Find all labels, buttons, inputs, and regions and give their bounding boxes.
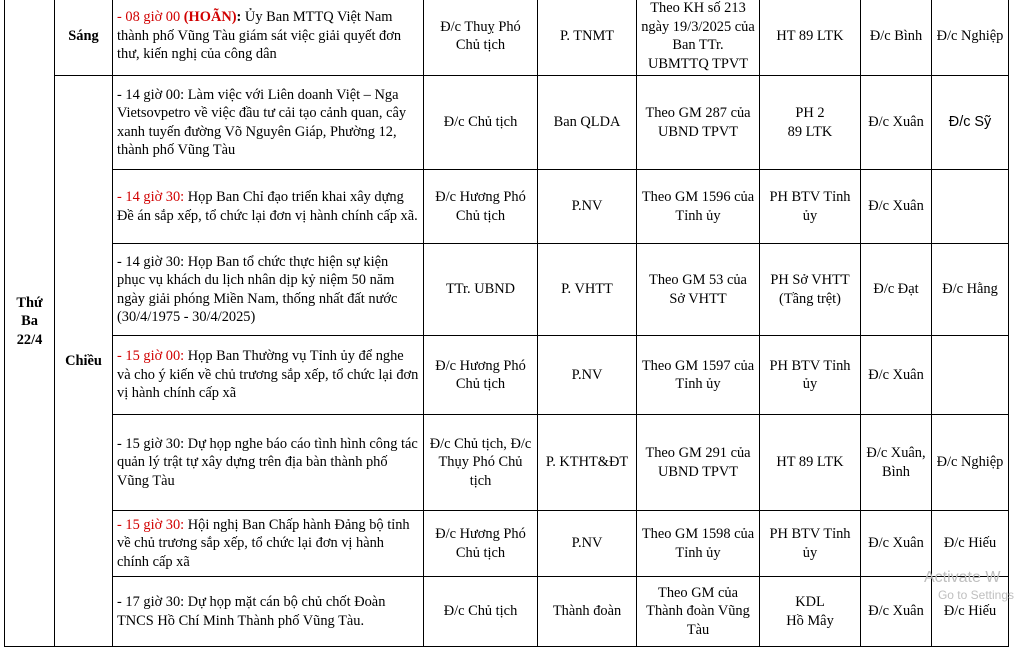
responsible-cell: Đ/c Nghiệp — [932, 415, 1009, 511]
table-row — [5, 0, 1009, 76]
chair-cell: Đ/c Hương Phó Chủ tịch — [424, 336, 538, 415]
attendee-cell: Đ/c Bình — [861, 0, 932, 76]
table-row — [5, 415, 1009, 511]
chair-cell: Đ/c Hương Phó Chủ tịch — [424, 511, 538, 577]
basis-cell: Theo KH số 213 ngày 19/3/2025 của Ban TTr. UBMTTQ TPVT — [637, 0, 760, 76]
prep-cell: P. VHTT — [538, 244, 637, 336]
responsible-cell: Đ/c Hằng — [932, 244, 1009, 336]
basis-cell: Theo GM 287 của UBND TPVT — [637, 76, 760, 170]
venue-cell: HT 89 LTK — [760, 0, 861, 76]
venue-cell: HT 89 LTK — [760, 415, 861, 511]
attendee-cell: Đ/c Xuân — [861, 336, 932, 415]
agenda-content: - 14 giờ 30: Họp Ban tổ chức thực hiện sự kiện phục vụ khách du lịch nhân dịp kỷ niệm 50 năm ngày giải phóng Miền Nam, thống nhất đất nước (30/4/1975 - 30/4/2025) — [113, 244, 424, 336]
agenda-content: - 08 giờ 00 (HOÃN): Ủy Ban MTTQ Việt Nam thành phố Vũng Tàu giám sát việc giải quyết đơn thư, kiến nghị của công dân — [113, 0, 424, 76]
agenda-content: - 17 giờ 30: Dự họp mặt cán bộ chủ chốt Đoàn TNCS Hồ Chí Minh Thành phố Vũng Tàu. — [113, 577, 424, 647]
session-afternoon: Chiều — [55, 76, 113, 647]
chair-cell: TTr. UBND — [424, 244, 538, 336]
responsible-cell — [932, 170, 1009, 244]
table-row — [5, 76, 1009, 170]
prep-cell: Ban QLDA — [538, 76, 637, 170]
table-row — [5, 244, 1009, 336]
prep-cell: P.NV — [538, 170, 637, 244]
prep-cell: Thành đoàn — [538, 577, 637, 647]
responsible-cell: Đ/c Hiếu — [932, 511, 1009, 577]
activation-watermark — [924, 568, 1014, 603]
venue-cell: PH BTV Tỉnh ủy — [760, 170, 861, 244]
table-row — [5, 336, 1009, 415]
venue-cell: PH BTV Tỉnh ủy — [760, 511, 861, 577]
basis-cell: Theo GM 53 của Sở VHTT — [637, 244, 760, 336]
chair-cell: Đ/c Hương Phó Chủ tịch — [424, 170, 538, 244]
attendee-cell: Đ/c Xuân — [861, 170, 932, 244]
session-morning: Sáng — [55, 0, 113, 76]
basis-cell: Theo GM của Thành đoàn Vũng Tàu — [637, 577, 760, 647]
basis-cell: Theo GM 291 của UBND TPVT — [637, 415, 760, 511]
watermark-subtitle: Go to Settings — [937, 588, 1014, 602]
chair-cell: Đ/c Thuỵ Phó Chủ tịch — [424, 0, 538, 76]
table-row — [5, 511, 1009, 577]
table-row — [5, 577, 1009, 647]
venue-cell: PH BTV Tỉnh ủy — [760, 336, 861, 415]
prep-cell: P.NV — [538, 511, 637, 577]
watermark-title: Activate W — [923, 569, 1001, 586]
basis-cell: Theo GM 1598 của Tỉnh ủy — [637, 511, 760, 577]
agenda-content: - 14 giờ 30: Họp Ban Chỉ đạo triển khai xây dựng Đề án sắp xếp, tổ chức lại đơn vị hành chính cấp xã. — [113, 170, 424, 244]
responsible-cell: Đ/c Nghiệp — [932, 0, 1009, 76]
attendee-cell: Đ/c Xuân — [861, 76, 932, 170]
basis-cell: Theo GM 1596 của Tỉnh ủy — [637, 170, 760, 244]
day-cell: Thứ Ba 22/4 — [5, 0, 55, 647]
agenda-content: - 15 giờ 30: Hội nghị Ban Chấp hành Đảng bộ tỉnh về chủ trương sắp xếp, tổ chức lại đơn vị hành chính cấp xã — [113, 511, 424, 577]
chair-cell: Đ/c Chủ tịch — [424, 76, 538, 170]
responsible-cell — [932, 336, 1009, 415]
responsible-cell: Đ/c Hiếu — [932, 577, 1009, 647]
venue-cell: PH Sở VHTT (Tầng trệt) — [760, 244, 861, 336]
prep-cell: P.NV — [538, 336, 637, 415]
attendee-cell: Đ/c Xuân — [861, 577, 932, 647]
table-row — [5, 170, 1009, 244]
schedule-table — [4, 0, 1009, 647]
prep-cell: P. KTHT&ĐT — [538, 415, 637, 511]
agenda-content: - 14 giờ 00: Làm việc với Liên doanh Việt – Nga Vietsovpetro về việc đầu tư cải tạo cảnh quan, cây xanh tuyến đường Võ Nguyên Giáp, Phường 12, thành phố Vũng Tàu — [113, 76, 424, 170]
agenda-content: - 15 giờ 00: Họp Ban Thường vụ Tỉnh ủy để nghe và cho ý kiến về chủ trương sắp xếp, tổ chức lại đơn vị hành chính cấp xã — [113, 336, 424, 415]
attendee-cell: Đ/c Đạt — [861, 244, 932, 336]
attendee-cell: Đ/c Xuân, Bình — [861, 415, 932, 511]
agenda-content: - 15 giờ 30: Dự họp nghe báo cáo tình hình công tác quản lý trật tự xây dựng trên địa bàn thành phố Vũng Tàu — [113, 415, 424, 511]
basis-cell: Theo GM 1597 của Tỉnh ủy — [637, 336, 760, 415]
prep-cell: P. TNMT — [538, 0, 637, 76]
chair-cell: Đ/c Chủ tịch, Đ/c Thụy Phó Chủ tịch — [424, 415, 538, 511]
attendee-cell: Đ/c Xuân — [861, 511, 932, 577]
venue-cell: PH 2 89 LTK — [760, 76, 861, 170]
responsible-cell: Đ/c Sỹ — [932, 76, 1009, 170]
chair-cell: Đ/c Chủ tịch — [424, 577, 538, 647]
venue-cell: KDL Hồ Mây — [760, 577, 861, 647]
